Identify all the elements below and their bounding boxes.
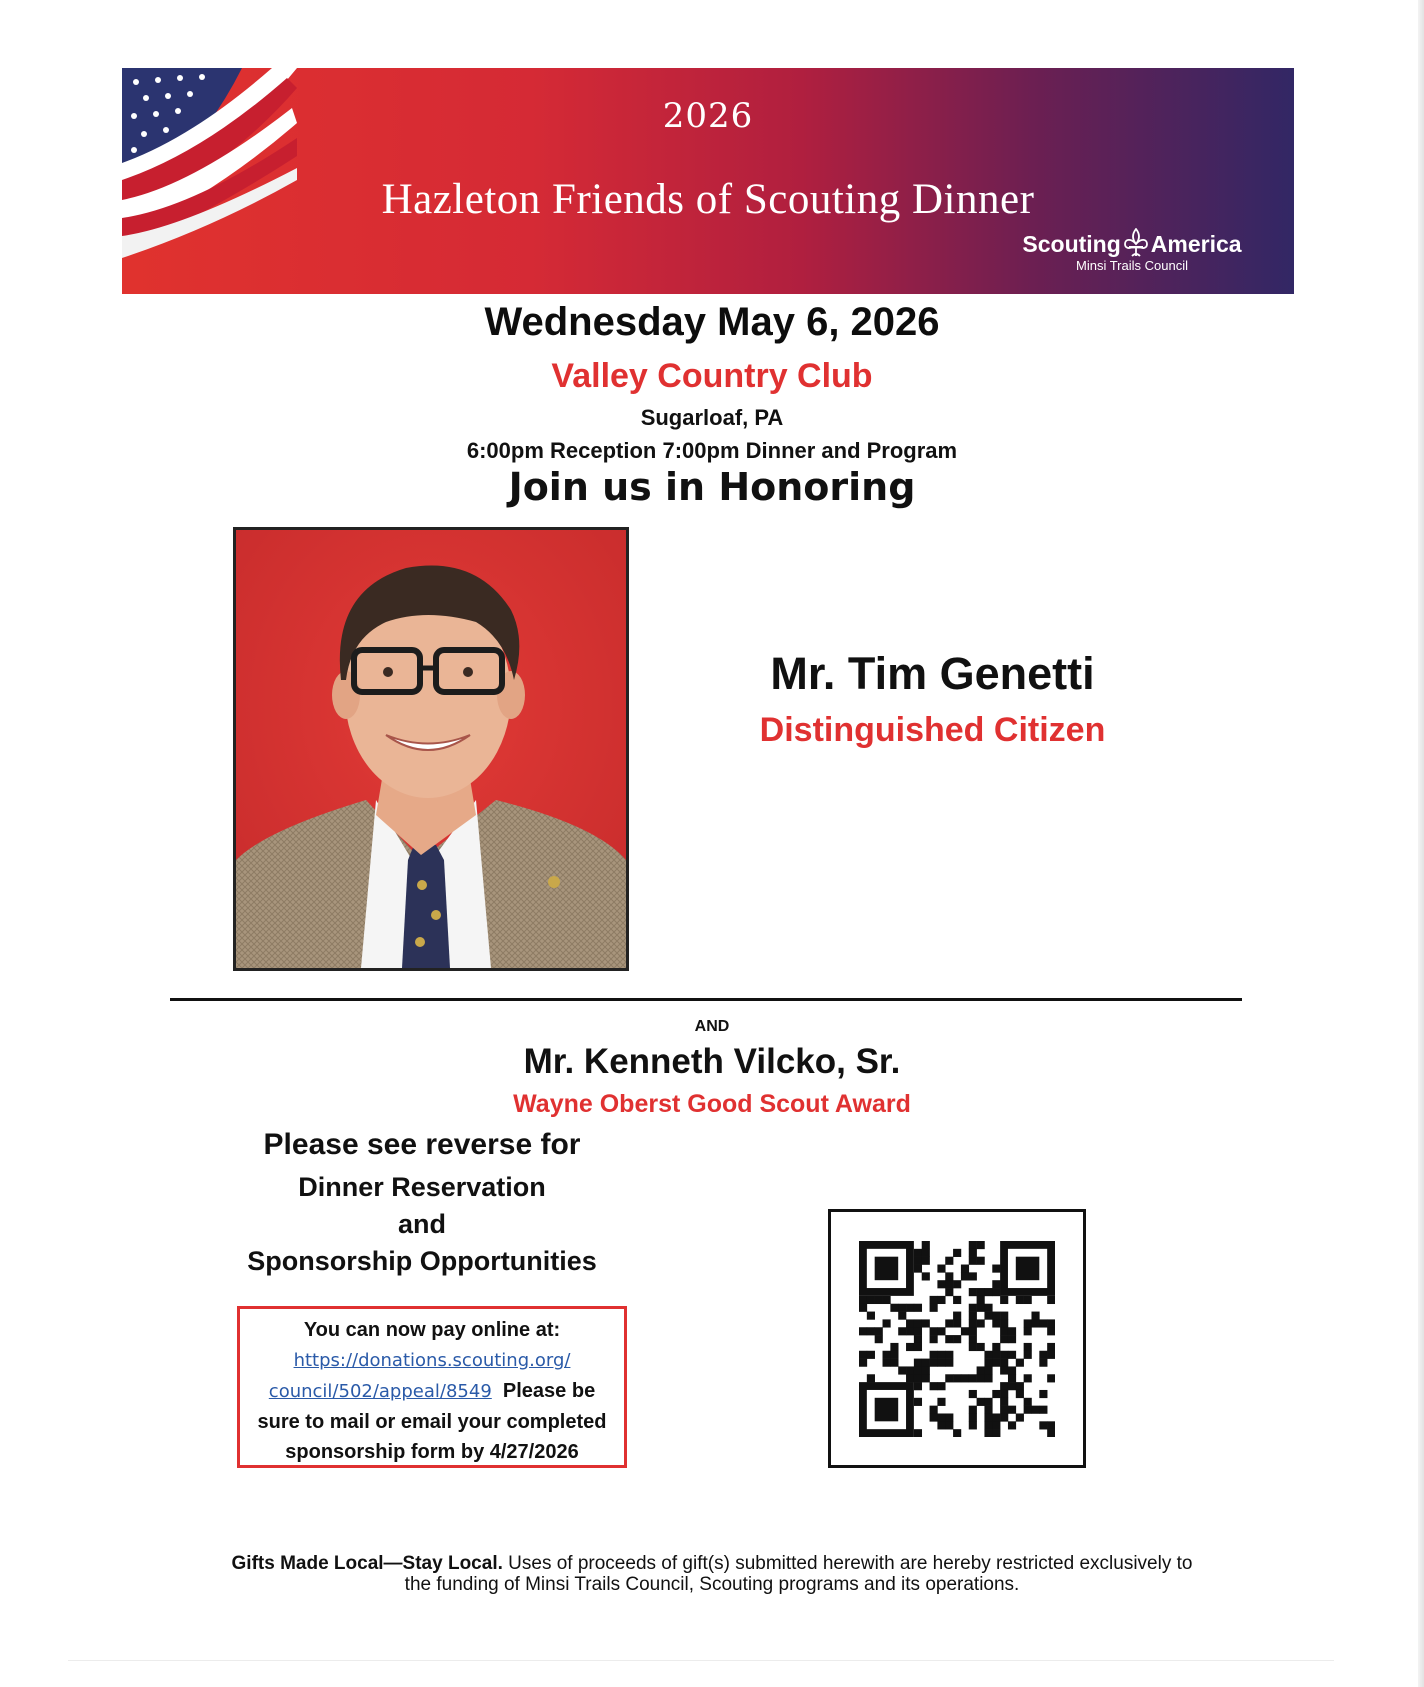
second-honoree-award: Wayne Oberst Good Scout Award: [513, 1090, 911, 1118]
honoree-photo: [233, 527, 629, 971]
honoree-name: Mr. Tim Genetti: [770, 648, 1095, 699]
fleur-de-lis-icon: [1123, 228, 1149, 258]
qr-code-frame: [828, 1209, 1086, 1468]
banner-year: 2026: [662, 96, 754, 136]
honoree-award: Distinguished Citizen: [759, 711, 1106, 749]
reverse-note-line3: and: [397, 1209, 446, 1239]
event-location: Sugarloaf, PA: [640, 405, 784, 430]
second-honoree-name: Mr. Kenneth Vilcko, Sr.: [523, 1042, 901, 1081]
pay-intro: You can now pay online at:: [303, 1319, 561, 1341]
banner-title: Hazleton Friends of Scouting Dinner: [381, 176, 1035, 223]
logo-word-right: America: [1150, 231, 1242, 257]
reverse-note-line1: Please see reverse for: [263, 1128, 581, 1161]
section-divider: [170, 998, 1242, 1001]
reverse-note-line4: Sponsorship Opportunities: [247, 1246, 597, 1276]
reverse-note-line2: Dinner Reservation: [298, 1172, 546, 1202]
donation-link-part1[interactable]: https://donations.scouting.org/: [293, 1350, 571, 1371]
donation-link-part2[interactable]: council/502/appeal/8549: [268, 1381, 492, 1402]
bottom-rule: [68, 1660, 1334, 1661]
logo-word-left: Scouting: [1022, 231, 1121, 257]
scouting-america-logo: [1002, 228, 1262, 273]
pay-online-box: [237, 1306, 627, 1468]
logo-subtitle: Minsi Trails Council: [1076, 258, 1188, 273]
pay-note-line2: sure to mail or email your completed: [257, 1411, 607, 1433]
pay-note-line3: sponsorship form by 4/27/2026: [285, 1441, 579, 1463]
pay-note-after-link: Please be: [502, 1380, 596, 1402]
footer-line2: the funding of Minsi Trails Council, Scouting programs and its operations.: [404, 1574, 1020, 1595]
portrait-illustration: [236, 530, 626, 968]
footer-disclaimer: [150, 1553, 1274, 1595]
event-date: Wednesday May 6, 2026: [484, 300, 940, 344]
event-times: 6:00pm Reception 7:00pm Dinner and Program: [466, 438, 958, 463]
qr-code-icon[interactable]: [859, 1241, 1055, 1437]
event-venue: Valley Country Club: [551, 357, 873, 395]
header-banner: [122, 68, 1294, 294]
footer-text: Uses of proceeds of gift(s) submitted herewith are hereby restricted exclusively to: [502, 1553, 1193, 1574]
footer-bold: Gifts Made Local—Stay Local.: [231, 1553, 503, 1574]
join-heading: Join us in Honoring: [508, 465, 916, 509]
page-edge: [1418, 0, 1424, 1687]
and-label: AND: [694, 1018, 730, 1035]
